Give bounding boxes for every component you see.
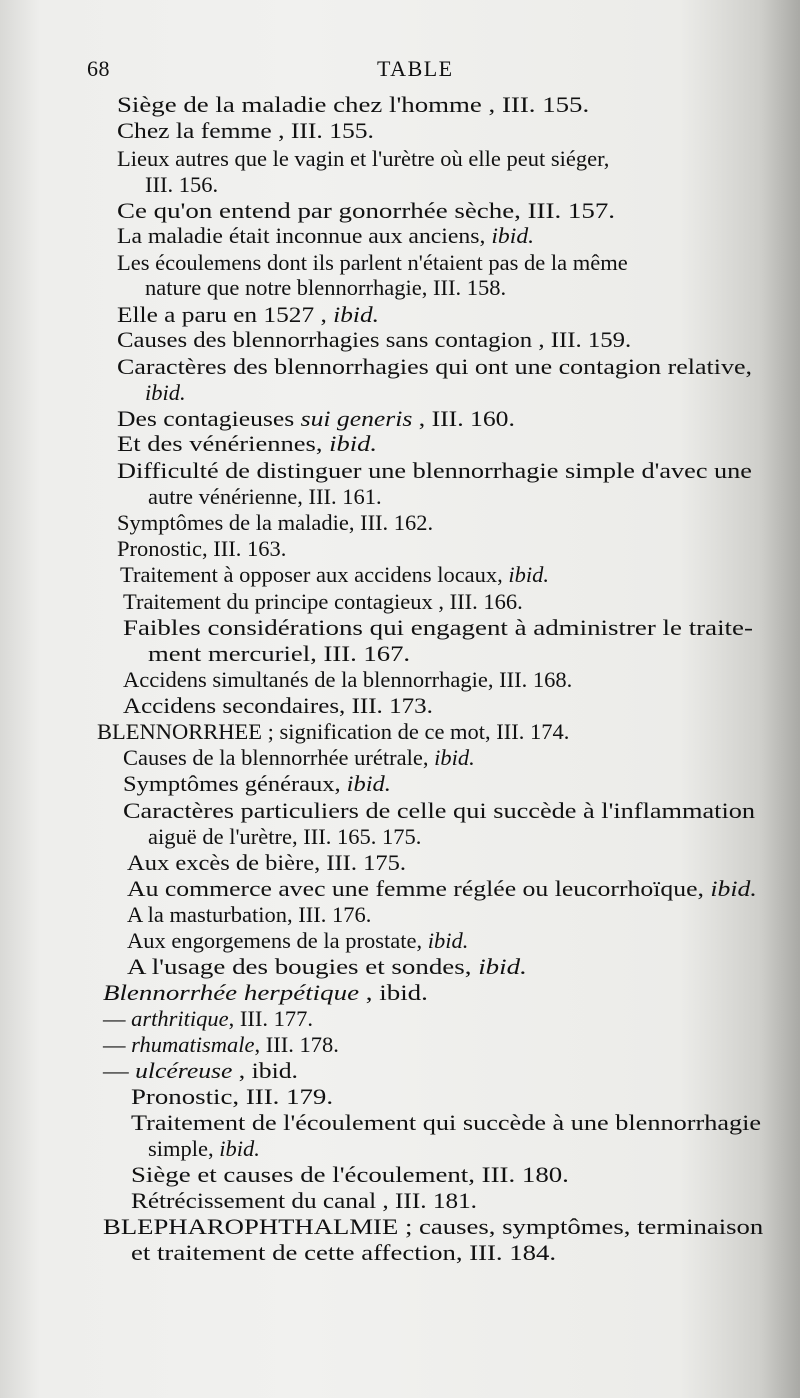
index-entry — [97, 719, 569, 745]
index-entry — [117, 406, 515, 432]
entry-text: Chez la femme , III. 155. — [117, 118, 374, 143]
index-entry — [117, 118, 374, 144]
entry-text: BLENNORRHEE ; signification de ce mot, III. 174. — [97, 719, 570, 744]
entry-text: Et des vénériennes, — [117, 431, 330, 456]
italic-text: Blennorrhée herpétique — [103, 980, 360, 1005]
entry-text: , ibid. — [232, 1058, 298, 1083]
italic-text: ulcéreuse — [135, 1058, 233, 1083]
index-entry — [131, 1110, 761, 1136]
entry-text: — — [103, 1006, 132, 1031]
entry-text: Difficulté de distinguer une blennorrhagie simple d'avec une — [117, 458, 752, 483]
entry-text: Pronostic, III. 179. — [131, 1084, 334, 1109]
index-entry — [148, 641, 410, 667]
entry-text: Au commerce avec une femme réglée ou leucorrhoïque, — [127, 876, 711, 901]
entry-text: Traitement du principe contagieux , III. 166. — [123, 589, 523, 614]
index-entry — [148, 824, 421, 850]
entry-text: , ibid. — [359, 980, 428, 1005]
entry-text: Aux excès de bière, III. 175. — [127, 850, 406, 875]
italic-text: ibid. — [145, 380, 186, 405]
entry-text: Caractères des blennorrhagies qui ont une contagion relative, — [117, 354, 753, 379]
entry-text: Symptômes de la maladie, III. 162. — [117, 510, 434, 535]
index-entry — [103, 1006, 313, 1032]
entry-text: ment mercuriel, III. 167. — [148, 641, 411, 666]
index-entry — [131, 1084, 333, 1110]
italic-text: ibid. — [434, 745, 475, 770]
italic-text: ibid. — [710, 876, 757, 901]
index-entry — [131, 1188, 477, 1214]
entry-text: Siège de la maladie chez l'homme , III. 155. — [117, 92, 590, 117]
italic-text: ibid. — [491, 223, 535, 248]
entry-text: Elle a paru en 1527 , — [117, 302, 334, 327]
index-entry — [123, 615, 753, 641]
index-entry — [123, 693, 433, 719]
index-entry — [123, 589, 523, 615]
entry-text: Faibles considérations qui engagent à administrer le traite- — [123, 615, 753, 640]
page-header — [0, 56, 800, 86]
index-entry — [117, 536, 286, 562]
index-entry — [131, 1162, 569, 1188]
entry-text: — — [103, 1058, 136, 1083]
italic-text: arthritique — [131, 1006, 229, 1031]
index-entry — [103, 1032, 339, 1058]
entry-text: , III. 160. — [412, 406, 515, 431]
entry-text: Traitement de l'écoulement qui succède à une blennorrhagie — [131, 1110, 762, 1135]
italic-text: rhumatismale — [131, 1032, 255, 1057]
index-entry — [127, 850, 406, 876]
running-title: TABLE — [377, 56, 454, 81]
entry-text: Lieux autres que le vagin et l'urètre où elle peut siéger, — [117, 146, 610, 171]
italic-text: ibid. — [478, 954, 527, 979]
index-entry — [117, 302, 379, 328]
index-entry — [148, 484, 382, 510]
entry-text: aiguë de l'urètre, III. 165. 175. — [148, 824, 422, 849]
index-entry — [117, 146, 609, 172]
index-entry — [117, 223, 534, 249]
entry-text: autre vénérienne, III. 161. — [148, 484, 382, 509]
index-entry — [145, 380, 186, 406]
index-entry — [103, 1058, 298, 1084]
index-entry — [117, 198, 615, 224]
index-entry — [131, 1240, 556, 1266]
index-entry — [127, 876, 757, 902]
italic-text: ibid. — [329, 431, 378, 456]
index-entry — [145, 172, 218, 198]
italic-text: ibid. — [219, 1136, 260, 1161]
index-entry — [117, 354, 752, 380]
index-entry — [123, 667, 572, 693]
italic-text: ibid. — [346, 771, 391, 796]
italic-text: sui generis — [300, 406, 413, 431]
entry-text: , III. 178. — [254, 1032, 339, 1057]
entry-text: simple, — [148, 1136, 220, 1161]
entry-text: Siège et causes de l'écoulement, III. 180. — [131, 1162, 569, 1187]
entry-text: Rétrécissement du canal , III. 181. — [131, 1188, 477, 1213]
entry-text: Des contagieuses — [117, 406, 301, 431]
entry-text: A la masturbation, III. 176. — [127, 902, 372, 927]
entry-text: BLEPHAROPHTHALMIE ; causes, symptômes, terminaison — [103, 1214, 764, 1239]
index-entry — [148, 1136, 260, 1162]
index-entry — [127, 902, 371, 928]
index-entry — [117, 250, 628, 276]
entry-text: La maladie était inconnue aux anciens, — [117, 223, 492, 248]
index-entry — [117, 92, 589, 118]
entry-text: III. 156. — [145, 172, 219, 197]
index-entry — [117, 327, 631, 353]
entry-text: Symptômes généraux, — [123, 771, 347, 796]
index-entry — [117, 510, 433, 536]
entry-text: Ce qu'on entend par gonorrhée sèche, III. 157. — [117, 198, 616, 223]
italic-text: ibid. — [508, 562, 550, 587]
entry-text: Traitement à opposer aux accidens locaux, — [120, 562, 509, 587]
index-entry — [127, 954, 527, 980]
entry-text: Accidens secondaires, III. 173. — [123, 693, 433, 718]
index-entry — [103, 1214, 763, 1240]
index-entry — [145, 275, 506, 301]
index-entry — [123, 745, 475, 771]
index-entry — [123, 798, 755, 824]
entry-text: , III. 177. — [228, 1006, 313, 1031]
index-entry — [117, 458, 752, 484]
page-number: 68 — [87, 56, 110, 81]
entry-text: Causes de la blennorrhée urétrale, — [123, 745, 435, 770]
index-entry — [103, 980, 428, 1006]
italic-text: ibid. — [427, 928, 469, 953]
entry-text: Les écoulemens dont ils parlent n'étaient pas de la même — [117, 250, 628, 275]
entry-text: nature que notre blennorrhagie, III. 158. — [145, 275, 507, 300]
index-entry — [123, 771, 391, 797]
entry-text: Accidens simultanés de la blennorrhagie, III. 168. — [123, 667, 573, 692]
entry-text: et traitement de cette affection, III. 184. — [131, 1240, 557, 1265]
entry-text: Causes des blennorrhagies sans contagion , III. 159. — [117, 327, 632, 352]
entry-text: Aux engorgemens de la prostate, — [127, 928, 428, 953]
entry-text: — — [103, 1032, 132, 1057]
italic-text: ibid. — [333, 302, 379, 327]
entry-text: A l'usage des bougies et sondes, — [127, 954, 479, 979]
entry-text: Pronostic, III. 163. — [117, 536, 287, 561]
entry-text: Caractères particuliers de celle qui succède à l'inflammation — [123, 798, 756, 823]
index-entry — [127, 928, 468, 954]
index-entry — [117, 431, 377, 457]
index-entry — [120, 562, 549, 588]
